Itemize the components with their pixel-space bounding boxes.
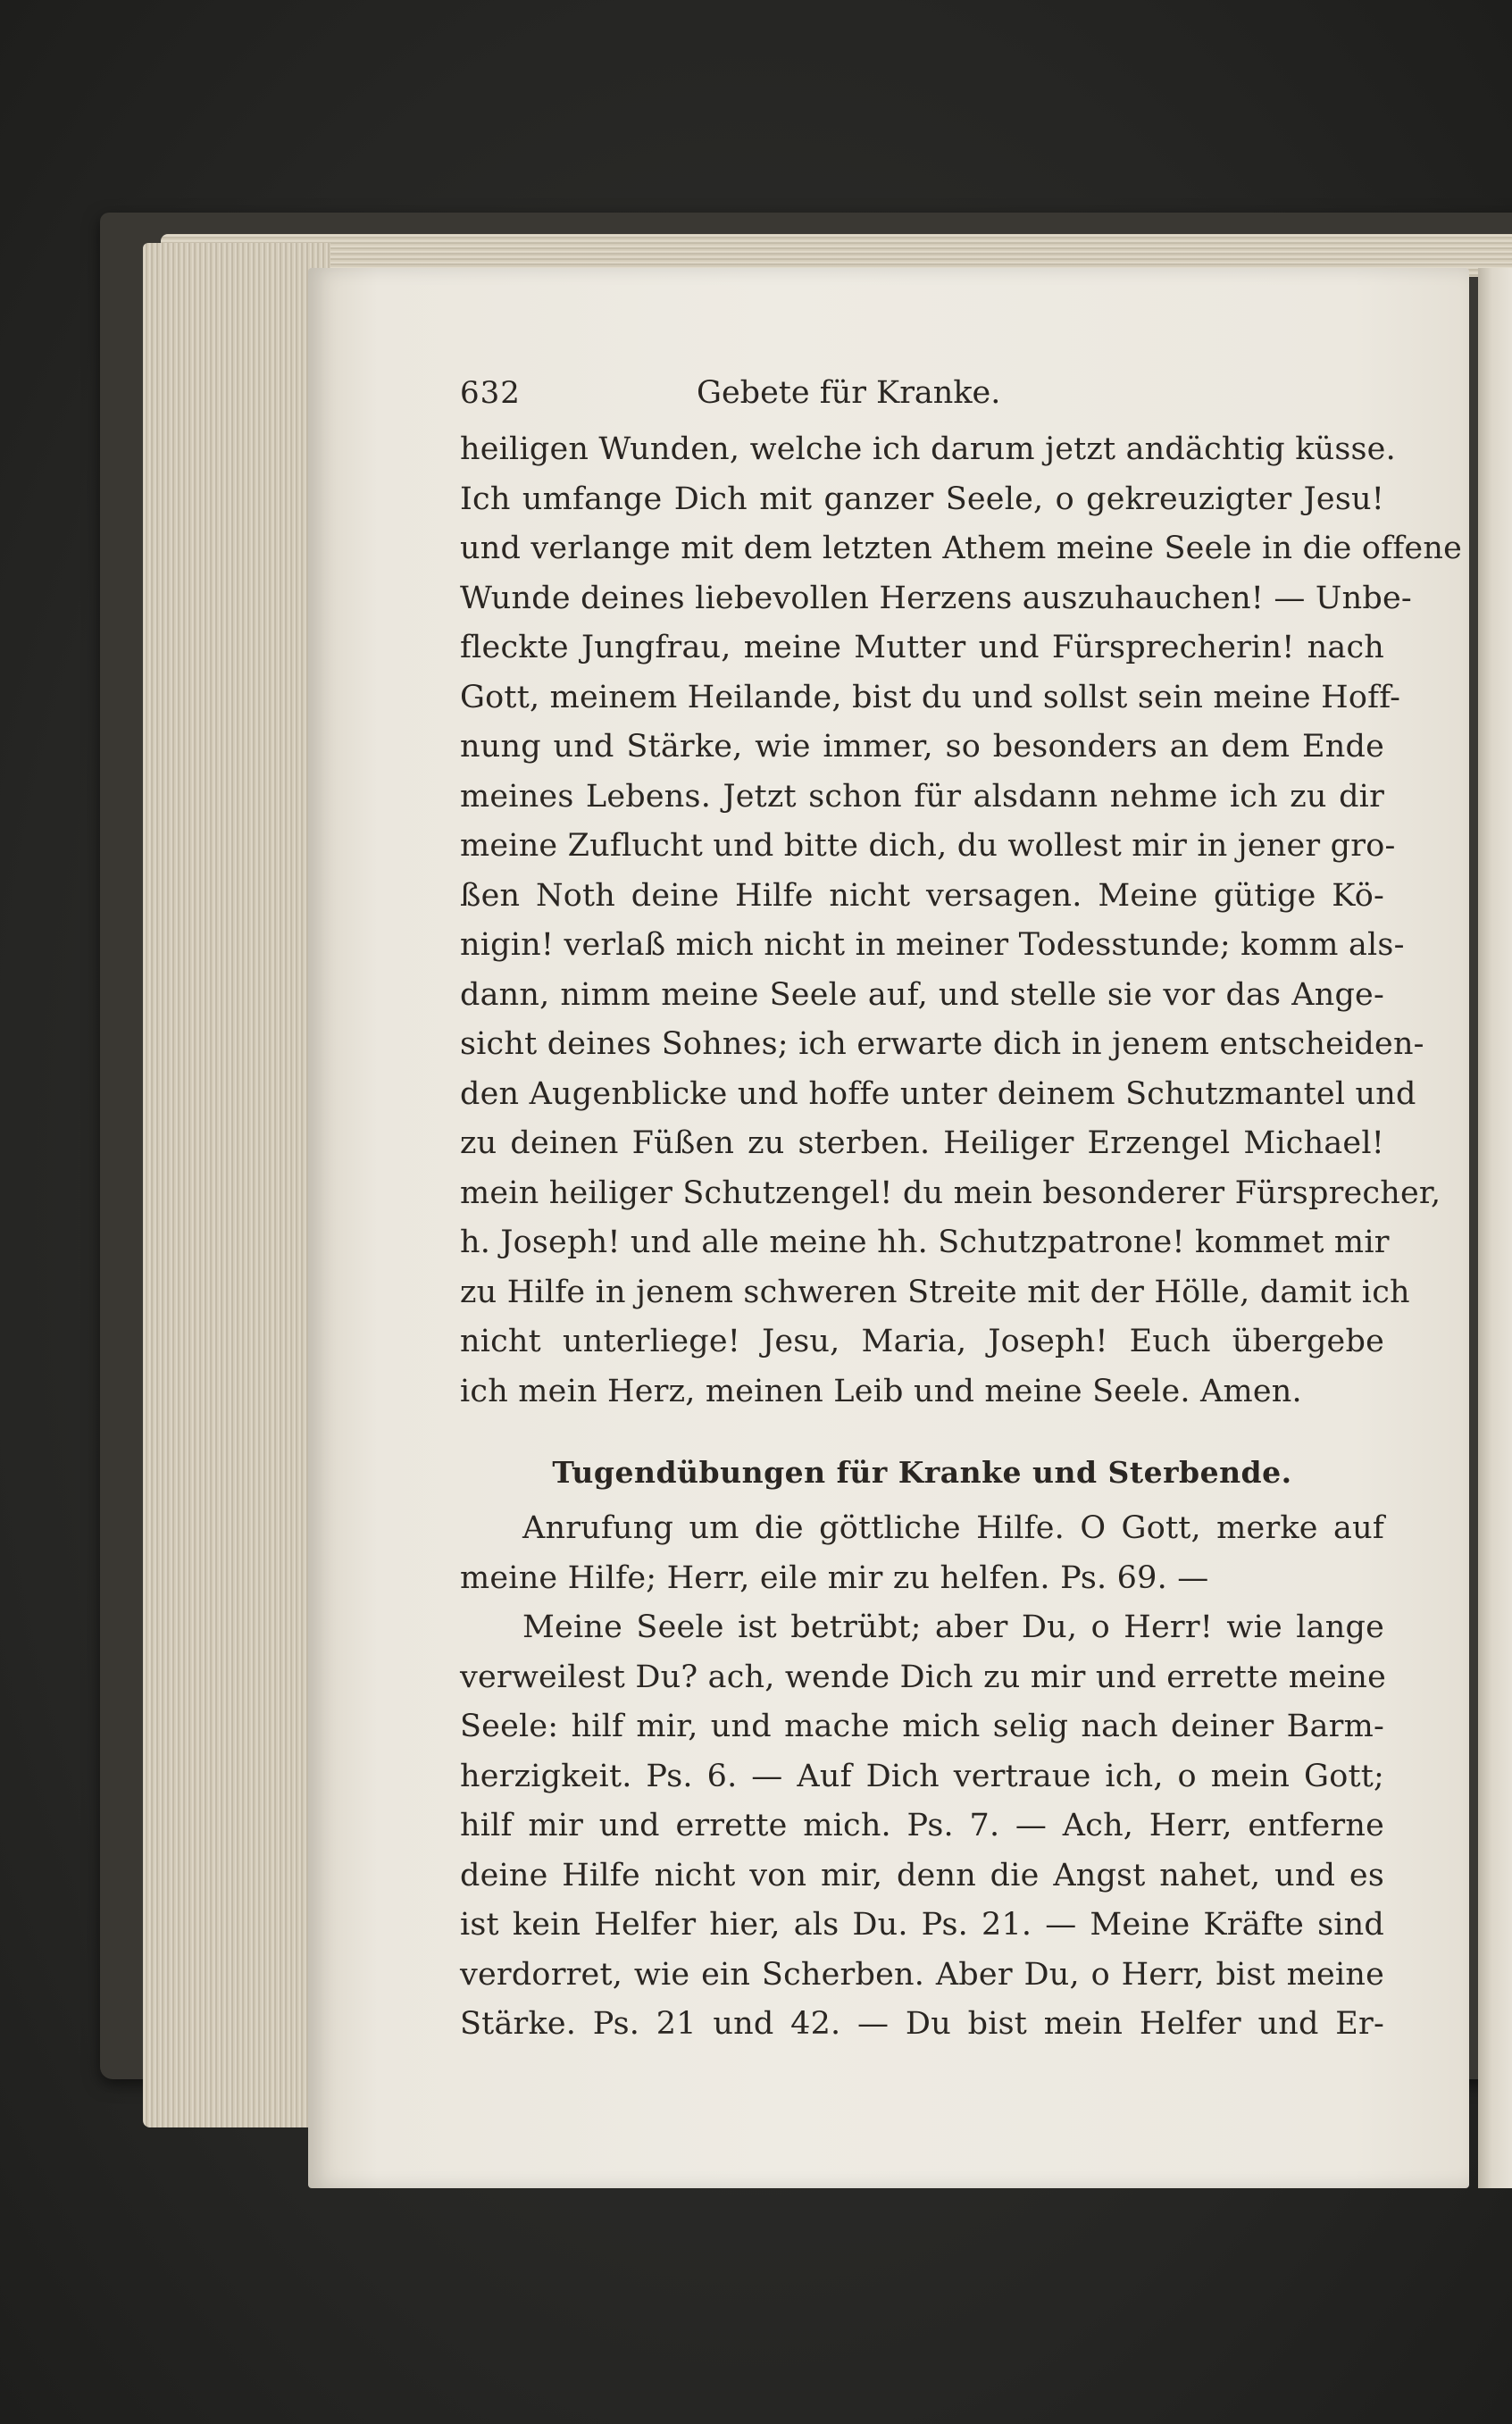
text-line: meine Hilfe; Herr, eile mir zu helfen. Ps. 69. — — [460, 1559, 1209, 1596]
page-number: 632 — [460, 375, 521, 411]
paragraph-2 — [460, 1504, 1384, 1603]
text-line: mein heiliger Schutzengel! du mein besonderer Fürsprecher, — [460, 1174, 1441, 1211]
text-line: meines Lebens. Jetzt schon für alsdann nehme ich zu dir — [460, 778, 1384, 815]
text-line: und verlange mit dem letzten Athem meine Seele in die offene — [460, 531, 1462, 566]
paragraph-1 — [460, 425, 1462, 1417]
running-head: Gebete für Kranke. — [697, 375, 1001, 411]
text-line: Anrufung um die göttliche Hilfe. O Gott, merke auf — [522, 1510, 1384, 1546]
text-line: verweilest Du? ach, wende Dich zu mir und errette meine — [460, 1659, 1387, 1695]
text-line: zu deinen Füßen zu sterben. Heiliger Erzengel Michael! — [460, 1125, 1384, 1161]
text-line: den Augenblicke und hoffe unter deinem Schutzmantel und — [460, 1075, 1416, 1112]
text-line: ist kein Helfer hier, als Du. Ps. 21. — Meine Kräfte sind — [460, 1907, 1384, 1943]
text-line: Gott, meinem Heilande, bist du und sollst sein meine Hoff- — [460, 679, 1401, 715]
text-line: verdorret, wie ein Scherben. Aber Du, o Herr, bist meine — [460, 1956, 1384, 1993]
text-line: Stärke. Ps. 21 und 42. — Du bist mein Helfer und Er- — [460, 2006, 1384, 2042]
text-line: ßen Noth deine Hilfe nicht versagen. Meine gütige Kö- — [460, 877, 1384, 914]
text-line: hilf mir und errette mich. Ps. 7. — Ach, Herr, entferne — [460, 1808, 1384, 1843]
paragraph-3 — [460, 1603, 1387, 2050]
text-line: Ich umfange Dich mit ganzer Seele, o gekreuzigter Jesu! — [460, 481, 1384, 517]
text-line: deine Hilfe nicht von mir, denn die Angst nahet, und es — [460, 1857, 1384, 1893]
text-line: fleckte Jungfrau, meine Mutter und Fürsprecherin! nach — [460, 630, 1384, 665]
text-line: zu Hilfe in jenem schweren Streite mit der Hölle, damit ich — [460, 1274, 1410, 1310]
page-text — [460, 375, 1462, 2050]
text-line: herzigkeit. Ps. 6. — Auf Dich vertraue ich, o mein Gott; — [460, 1758, 1384, 1794]
facing-page-edge — [1478, 268, 1512, 2188]
text-line: heiligen Wunden, welche ich darum jetzt andächtig küsse. — [460, 431, 1396, 467]
text-line: nung und Stärke, wie immer, so besonders an dem Ende — [460, 729, 1384, 765]
text-line: dann, nimm meine Seele auf, und stelle sie vor das Ange- — [460, 976, 1384, 1013]
text-line: nigin! verlaß mich nicht in meiner Todesstunde; komm als- — [460, 927, 1405, 963]
section-title: Tugendübungen für Kranke und Sterbende. — [552, 1455, 1292, 1490]
text-line: Meine Seele ist betrübt; aber Du, o Herr! wie lange — [522, 1609, 1384, 1645]
text-line: meine Zuflucht und bitte dich, du wollest mir in jener gro- — [460, 828, 1396, 864]
text-line: h. Joseph! und alle meine hh. Schutzpatrone! kommet mir — [460, 1225, 1390, 1260]
text-line: Wunde deines liebevollen Herzens auszuhauchen! — Unbe- — [460, 580, 1412, 616]
text-line: nicht unterliege! Jesu, Maria, Joseph! Euch übergebe — [460, 1324, 1384, 1359]
page-edges-left — [143, 243, 330, 2127]
text-line: sicht deines Sohnes; ich erwarte dich in jenem entscheiden- — [460, 1026, 1424, 1062]
text-line: Seele: hilf mir, und mache mich selig nach deiner Barm- — [460, 1709, 1384, 1744]
text-line: ich mein Herz, meinen Leib und meine Seele. Amen. — [460, 1373, 1302, 1409]
page-header — [460, 375, 1384, 425]
